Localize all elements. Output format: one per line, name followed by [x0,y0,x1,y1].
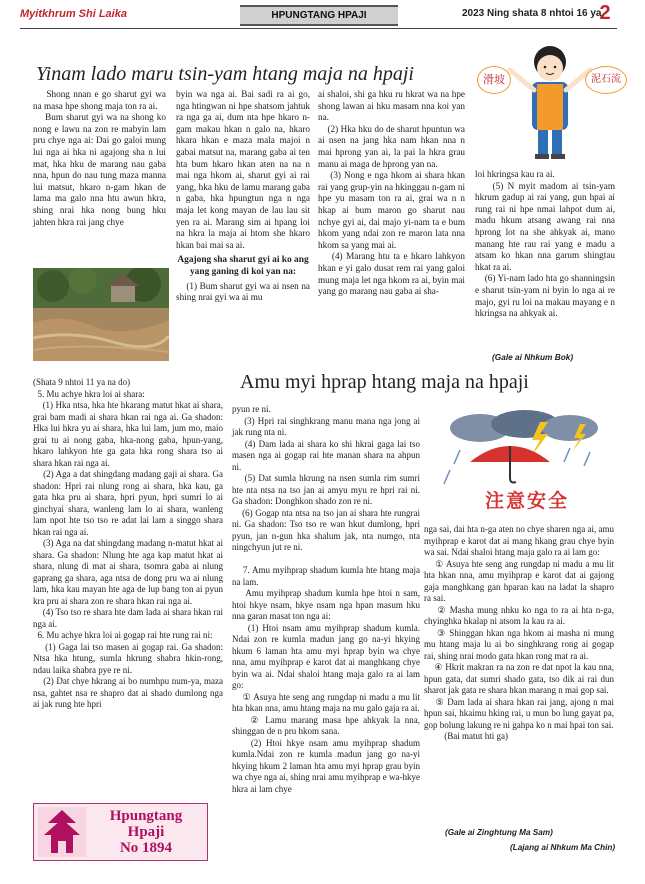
issue-date: 2023 Ning shata 8 nhtoi 16 ya [462,8,602,19]
article1-title: Yinam lado maru tsin-yam htang maja na hpaji [36,63,414,85]
article1-col1: Shong nnan e go sharut gyi wa na masa hpe shong maja ton ra ai. Bum sharut gyi wa na shong ko nong e lawu na zon re mabyin lam pru chye nga ai: Dai go galoi mung lui nga ai hka ni agajong sha n lui mat, hka hku de marang nau gaba nna, hpun do nau tung maza manna lui matsut, hkaro n-gam hkan de lama ma galo nna htu awun hkra, shing nrai hka nong bung hku jahten hkra rai jang chye [33,89,167,227]
header-rule [20,28,617,29]
article2-col-right: nga sai, dai hta n-ga aten no chye sharen nga ai, amu myihprap e karot dat ai mang hkang grau chye byin wa sai. Ndai shaloi htang maja galo ra ai lam go: ① Asuya hte seng ang rungdap ni madu a mu lit hta hkan nna, amu myihprap e karot dat ai gajong gaja manghkang gan hparan kau na ladat la shapro ra sai. ② Masha mung nhku ko nga to ra ai hta n-ga, chyinghka hkalap ni atsom la kau ra ai. ③ Shinggan hkan nga hkom ai masha ni mung mu htang maja lu ai bo singhkrang rong ai gogap rai, shing nrai modo gata hkan rong mat ra ai. ④ Hkrit makran ra na zon re dat npot la kau nna, hpun gata, dat sumri shado gata, tso dik ai rai dun sharot jak gata re shara hkan marang n mai gop sai. ⑤ Dam lada ai shara hkan rai jang, ajong n mai hpun sai, hkaimu hking rai, u mun bo lung gayat pa, gop bolung lakung re ni gahpa ko n mai hpai ton sai. (Bai matut hti ga) [424,524,615,741]
landslide-warning-illustration [480,40,620,165]
flood-photo [33,268,169,361]
article1-col4: loi hkringsa kau ra ai. (5) N myit madom ai tsin-yam hkrum gadup ai rai yang, gun hpai ai rung rai ni hpe nmai lahpot dum ai, madu hkum atsang awang rai nna hprong lot na she ahkyak ai, mano manang hte rau rai yang e madu a atsam ko hkan nna garum shingtau hkat ra ai. (6) Yi-nam lado hta go shanningsin e sharut tsin-yam ni byin lo nga ai re majo, gyi ru loi na makau mayang e n hkringsa na ahkyak ai. [475,169,615,319]
article1-col2-block [176,89,313,304]
article1-credit: (Gale ai Nhkum Bok) [492,352,574,362]
sign-left: 滑坡 [477,66,511,94]
article1-col3: ai shaloi, shi ga hku ru hkrat wa na hpe shong lawan ai hku masam nna koi yan na. (2) Hka hku do de sharut hpuntun wa ai nsen na jang hka nam hkan nna n mai hprong yan ai, la pai la hkra grau manu ai maga de hprong yan na. (3) Nong e nga hkom ai shara hkan rai yang grup-yin na hkinggau n-gam ni hpe yu masam ton ra ai, grai wa n n hkap ai bum maron go sharut nau nchye gyi ai, dai majo yi-nam ta e bum hkom yang ndai zon re maron lata nna hkom sa yang mai ai. (4) Marang htu ta e hkaro lahkyon hkan e yi galo dusat rem rai yang galoi mung maja let nga hkom ra ai, byin mai yang go marang nau gaba ai sha- [318,89,466,297]
article1-col2: byin wa nga ai. Bai sadi ra ai go, nga htingwan ni hpe shatsom jahtuk ra nga ga ai, dum nta hpe hkaro n-gam makau hkan n galo na, hkaro hkara hkan e maza mala majoi n gabai matsut na, marang gaba ai ten hta bum hkaro hkan aten na na n mai nga hkom ai, sharut gyi ai rai yang, hka hku de lamu marang gaba n gaba, hka hpungtun nga n nga maja let kong mayan de lau lau sit yen ra ai. Marang sim ai hpang loi na hkra la maja ai htom she hkaro hkan bai mai sa ai. [176,89,313,250]
article1-subhead: Agajong sha sharut gyi ai ko ang yang ganing di koi yan na: [177,255,309,277]
article1-col2-after: (1) Bum sharut gyi wa ai nsen na shing nrai gyi wa ai mu [176,280,313,303]
article2-col-mid: pyun re ni. (3) Hpri rai singhkrang manu mana nga jong ai jak rung nta ni. (4) Dam lada ai shara ko shi hkrai gaga lai tso masen nga ai gogap rai hte manan shara na ahpun ni. (5) Dat sumla hkrung na nsen sumla rim sumri hte nta ntsa na tso jan ai amyu myu re hpri rai ni. Ga shadon: Donghkon shado zon re ni. (6) Gogap nta ntsa na tso jan ai shara hte rungrai ni. Ga shadon: Tso tso re wan hkut dumlong, hpri pyun, jan n-gun hka shalum jak, nta numgo, nta ningchyun jut re ni. 7. Amu myihprap shadum kumla hte htang maja na lam. Amu myihprap shadum kumla hpe htoi n sam, htoi hkye nsam, hkye nsam nga hpan masum hku nna garan masat ton nga ai: (1) Htoi nsam amu myihprap shadum kumla. Ndai zon re kumla madun jang go na-yi hkying hkum 6 laman hta amu myi hprap byin wa chye nna, amu myihprap e karot dat ai manghkang chye byin wa ai. Ndai shaloi htang maja galo ra ai lam go: ① Asuya hte seng ang rungdap ni madu a mu lit hta hkan nna, amu htang maja na mu galo gaja ra ai. ② Lamu marang masa hpe ahkyak la nna, shinggan de n pru hkom sana. (2) Htoi hkye nsam amu myihprap shadum kumla.Ndai zon re kumla madun jang go na-yi hkying hkum 2 laman hta amu myi hprap grau byin wa chye nga ai, shing nrai amu myihprap e wa-hkye hkra ai lam chye [232,404,421,794]
pagoda-icon [38,807,86,857]
page-number: 2 [599,2,611,24]
article2-title: Amu myi hprap htang maja na hpaji [240,371,529,393]
article2-author: (Gale ai Zinghtung Ma Sam) [445,828,553,837]
issue-stamp [33,803,208,861]
sign-right: 泥石流 [585,66,627,94]
masthead-title: Myitkhrum Shi Laika [20,8,127,20]
section-banner: HPUNGTANG HPAJI [240,5,398,26]
stamp-line3: No 1894 [119,840,173,856]
stamp-line2: Hpaji [127,824,165,840]
article2-editor: (Lajang ai Nhkum Ma Chin) [510,843,616,852]
lower-left-text: (Shata 9 nhtoi 11 ya na do) 5. Mu achye hkra loi ai shara: (1) Hka ntsa, hka hte hkarang matut hkat ai shara, grai bam madi ai shara hkan rai nga ai. Ga shadon: Hka lui hkra yu ai shara, hka lui lam, jum mo, maio grai tu ai nong gaba, hka-nong gaba, hpun-yang, hkaro lahkyon hte ga gata hka rong shara tso ai shara hkan rai nga ai. (2) Aga a dat shingdang madang gaji ai shara. Ga shadon: Hpri rai nlung rong ai shara, hka kau, ga gata hka pru ai shara, hpri pyun, hpri sumri lo ai ginchyai shara, wanleng lam lo ai shara, wanleng lam npot hte tso tso re adat lai lam a singgo shara hkan rai nga ai. (3) Aga na dat shingdang madang n-matut hkat ai shara. Ga shadon: Nlung hte aga kap matut hkat ai shara, nlung di mat ai shara, tsomra gaba ai nlung gaprang ga shara, aga ntsa de dong pru wa ai nlung lam, hka kau mayan hte aga de lup bang ton ai pyun kra pru ai shara zon re shara hkan rai nga ai. (4) Tso tso re shara hte dam lada ai shara hkan rai nga ai. 6. Mu achye hkra loi ai gogap rai hte rung rai ni: (1) Gaga lai tso masen ai gogap rai. Ga shadon: Ntsa hka htung, sumla hkrung shabra hkin-rong, ndau laika shabra pye re ni. (2) Dat chye hkrang ai bo numhpu num-ya, maza nsa, gahtet nsa re shapro dat ai shado dumlong nga ai jak rung hte hpri [33,377,224,709]
stamp-line1: Hpungtang [109,808,183,824]
caution-sign: 注意安全 [484,490,569,512]
